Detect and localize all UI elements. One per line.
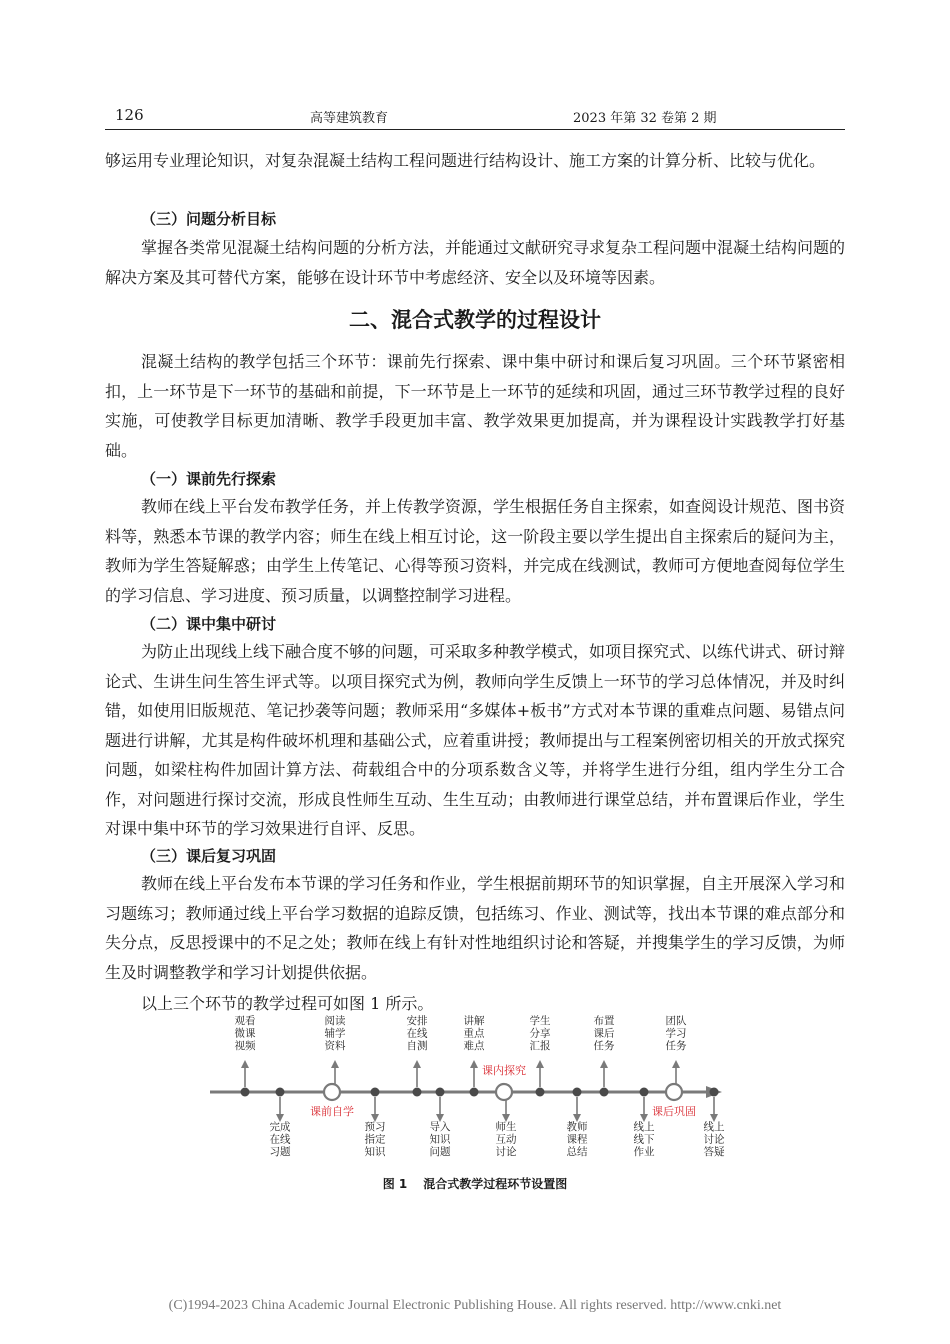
section-title: 二、混合式教学的过程设计 xyxy=(349,307,601,332)
bottom-item-label: 线上讨论答疑 xyxy=(703,1121,725,1158)
timeline-node xyxy=(276,1088,285,1097)
timeline-node xyxy=(600,1088,609,1097)
top-item-arrowhead xyxy=(331,1060,339,1068)
bottom-item-label: 导入知识问题 xyxy=(429,1121,451,1158)
timeline-node xyxy=(413,1088,422,1097)
timeline-node xyxy=(573,1088,582,1097)
subheading-pre-class: （一）课前先行探索 xyxy=(141,470,277,488)
bottom-item-label: 师生互动讨论 xyxy=(495,1121,517,1158)
running-header xyxy=(105,104,845,126)
page-number: 126 xyxy=(115,106,144,124)
phase-marker xyxy=(324,1084,340,1100)
timeline-node xyxy=(536,1088,545,1097)
copyright-footer: (C)1994-2023 China Academic Journal Electronic Publishing House. All rights reserved. http://www.cnki.net xyxy=(168,1298,782,1313)
phase-label: 课内探究 xyxy=(482,1064,526,1077)
top-item-label: 团队学习任务 xyxy=(665,1015,687,1052)
timeline-node xyxy=(241,1088,250,1097)
figure-caption-text: 混合式教学过程环节设置图 xyxy=(423,1177,568,1191)
timeline-node xyxy=(470,1088,479,1097)
process-timeline-figure xyxy=(200,1015,730,1165)
paragraph-continued: 够运用专业理论知识，对复杂混凝土结构工程问题进行结构设计、施工方案的计算分析、比较与优化。 xyxy=(105,151,826,170)
timeline-node xyxy=(436,1088,445,1097)
paragraph-figure-reference: 以上三个环节的教学过程可如图 1 所示。 xyxy=(141,994,434,1013)
phase-label: 课前自学 xyxy=(310,1105,354,1118)
top-item-arrowhead xyxy=(536,1060,544,1068)
top-item-arrowhead xyxy=(600,1060,608,1068)
figure-caption xyxy=(105,1175,845,1192)
timeline-marks xyxy=(235,1015,725,1158)
paragraph-in-class: 为防止出现线上线下融合度不够的问题，可采取多种教学模式，如项目探究式、以练代讲式、研讨辩论式、生讲生问生答生评式等。以项目探究式为例，教师向学生反馈上一环节的学习总体情况，并及时纠错，如使用旧版规范、笔记抄袭等问题；教师采用“多媒体+板书”方式对本节课的重难点问题、易错点问题进行讲解，尤其是构件破坏机理和基础公式，应着重讲授；教师提出与工程案例密切相关的开放式探究问题，如梁柱构件加固计算方法、荷载组合中的分项系数含义等，并将学生进行分组，组内学生分工合作，对问题进行探讨交流，形成良性师生互动、生生互动；由教师进行课堂总结，并布置课后作业，学生对课中集中环节的学习效果进行自评、反思。 xyxy=(105,642,846,838)
top-item-arrowhead xyxy=(470,1060,478,1068)
top-item-arrowhead xyxy=(672,1060,680,1068)
subheading-post-class: （三）课后复习巩固 xyxy=(141,847,277,865)
timeline-node xyxy=(710,1088,719,1097)
subheading-problem-analysis: （三）问题分析目标 xyxy=(141,210,277,228)
bottom-item-label: 线上线下作业 xyxy=(633,1121,655,1158)
top-item-label: 学生分享汇报 xyxy=(529,1015,551,1052)
top-item-label: 讲解重点难点 xyxy=(463,1015,485,1052)
top-item-arrowhead xyxy=(413,1060,421,1068)
phase-marker xyxy=(496,1084,512,1100)
timeline-node xyxy=(371,1088,380,1097)
paragraph-problem-analysis: 掌握各类常见混凝土结构问题的分析方法，并能通过文献研究寻求复杂工程问题中混凝土结构问题的解决方案及其可替代方案，能够在设计环节中考虑经济、安全以及环境等因素。 xyxy=(105,238,846,287)
top-item-label: 安排在线自测 xyxy=(406,1015,428,1052)
paragraph-intro: 混凝土结构的教学包括三个环节：课前先行探索、课中集中研讨和课后复习巩固。三个环节紧密相扣，上一环节是下一环节的基础和前提，下一环节是上一环节的延续和巩固，通过三环节教学过程的良好实施，可使教学目标更加清晰、教学手段更加丰富、教学效果更加提高，并为课程设计实践教学打好基础。 xyxy=(105,352,845,460)
paragraph-post-class: 教师在线上平台发布本节课的学习任务和作业，学生根据前期环节的知识掌握，自主开展深入学习和习题练习；教师通过线上平台学习数据的追踪反馈，包括练习、作业、测试等，找出本节课的难点部分和失分点，反思授课中的不足之处；教师在线上有针对性地组织讨论和答疑，并搜集学生的学习反馈，为师生及时调整教学和学习计划提供依据。 xyxy=(105,874,846,982)
subheading-in-class: （二）课中集中研讨 xyxy=(141,615,277,633)
figure-caption-label: 图 1 xyxy=(382,1177,408,1191)
paragraph-pre-class: 教师在线上平台发布教学任务，并上传教学资源，学生根据任务自主探索，如查阅设计规范、图书资料等，熟悉本节课的教学内容；师生在线上相互讨论，这一阶段主要以学生提出自主探索后的疑问为主，教师为学生答疑解惑；由学生上传笔记、心得等预习资料，并完成在线测试，教师可方便地查阅每位学生的学习信息、学习进度、预习质量，以调整控制学习进程。 xyxy=(105,497,846,605)
phase-marker xyxy=(666,1084,682,1100)
bottom-item-label: 预习指定知识 xyxy=(364,1121,386,1158)
header-rule xyxy=(105,129,845,130)
bottom-item-label: 教师课程总结 xyxy=(566,1121,588,1158)
timeline-node xyxy=(640,1088,649,1097)
bottom-item-label: 完成在线习题 xyxy=(269,1121,291,1158)
phase-label: 课后巩固 xyxy=(652,1105,696,1118)
issue-info: 2023 年第 32 卷第 2 期 xyxy=(573,111,717,126)
journal-name: 高等建筑教育 xyxy=(310,111,389,126)
top-item-label: 观看微课视频 xyxy=(234,1015,256,1052)
top-item-label: 阅读辅学资料 xyxy=(324,1015,346,1052)
top-item-arrowhead xyxy=(241,1060,249,1068)
top-item-label: 布置课后任务 xyxy=(593,1015,615,1052)
